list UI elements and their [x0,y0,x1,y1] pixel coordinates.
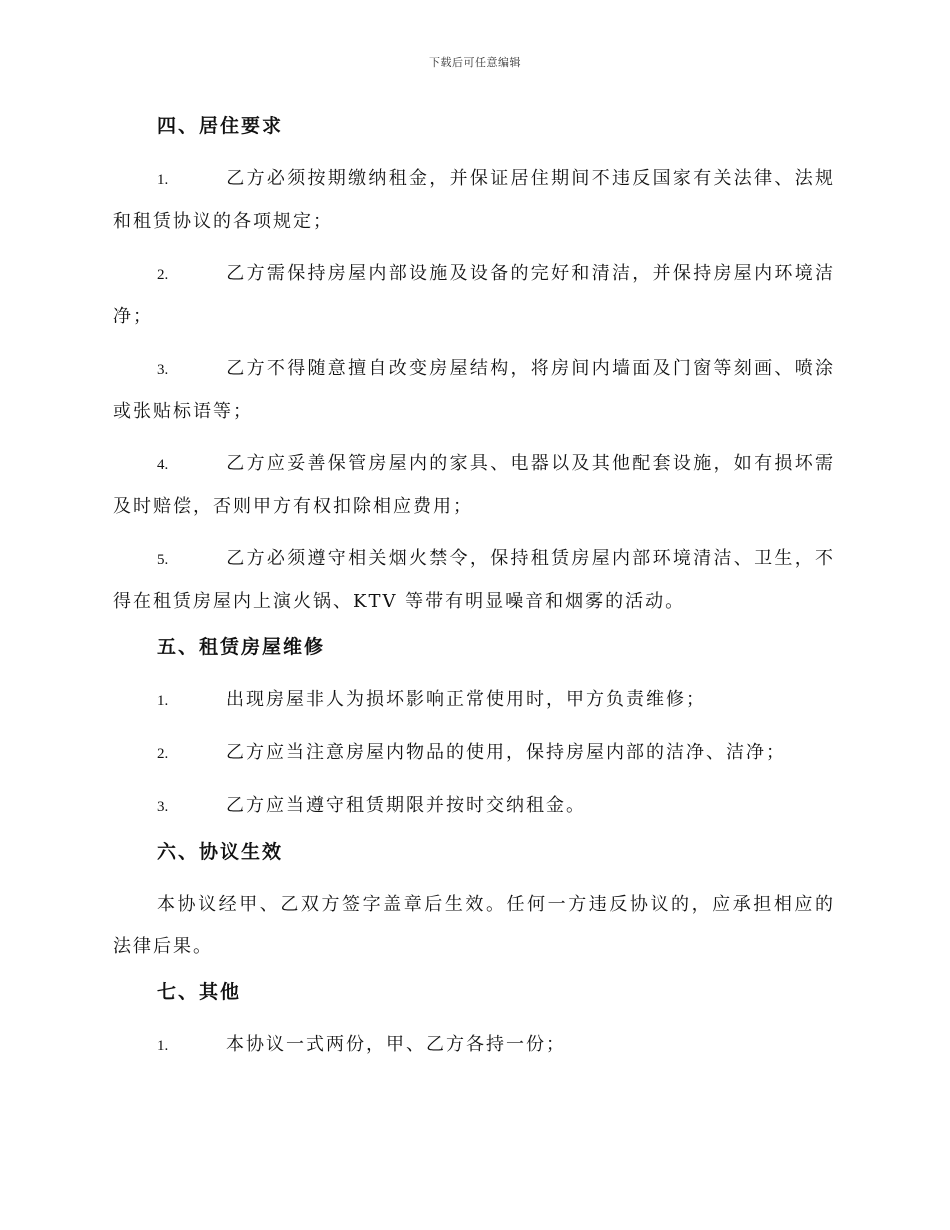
list-item-number: 1. [157,693,169,709]
list-item [113,158,835,243]
list-item-number: 1. [157,1038,169,1054]
list-item-text: 乙方必须遵守相关烟火禁令，保持租赁房屋内部环境清洁、卫生，不得在租赁房屋内上演火锅、KTV 等带有明显噪音和烟雾的活动。 [113,548,835,612]
list-item-number: 1. [157,172,169,188]
document-body [113,104,835,1077]
list-item-text: 出现房屋非人为损坏影响正常使用时，甲方负责维修； [226,689,706,710]
page-header: 下载后可任意编辑 [429,56,521,69]
list-item [113,253,835,338]
section-title-effectiveness: 六、协议生效 [157,841,284,863]
list-item [113,785,835,828]
list-item-number: 2. [157,267,169,283]
list-item [113,732,835,775]
list-item-text: 乙方应当遵守租赁期限并按时交纳租金。 [226,795,586,816]
list-item-number: 2. [157,746,169,762]
list-item-text: 乙方必须按期缴纳租金，并保证居住期间不违反国家有关法律、法规和租赁协议的各项规定； [113,168,835,232]
list-item-text: 乙方需保持房屋内部设施及设备的完好和清洁，并保持房屋内环境洁净； [113,263,835,327]
list-item [113,538,835,623]
list-item [113,1024,835,1067]
list-item-text: 乙方应妥善保管房屋内的家具、电器以及其他配套设施，如有损坏需及时赔偿，否则甲方有权扣除相应费用； [113,453,835,517]
list-item-text: 乙方应当注意房屋内物品的使用，保持房屋内部的洁净、洁净； [226,742,786,763]
section-title-other: 七、其他 [157,981,242,1003]
list-item [113,443,835,528]
list-item-text: 本协议一式两份，甲、乙方各持一份； [226,1034,566,1055]
section-title-repairs: 五、租赁房屋维修 [157,636,326,658]
section-title-residence-requirements: 四、居住要求 [157,115,284,137]
list-item [113,679,835,722]
list-item-number: 3. [157,799,169,815]
list-item-number: 5. [157,552,169,568]
list-item [113,348,835,433]
list-item-number: 3. [157,362,169,378]
paragraph-effectiveness: 本协议经甲、乙双方签字盖章后生效。任何一方违反协议的，应承担相应的法律后果。 [113,894,835,957]
list-item-number: 4. [157,457,169,473]
list-item-text: 乙方不得随意擅自改变房屋结构，将房间内墙面及门窗等刻画、喷涂或张贴标语等； [113,358,835,422]
